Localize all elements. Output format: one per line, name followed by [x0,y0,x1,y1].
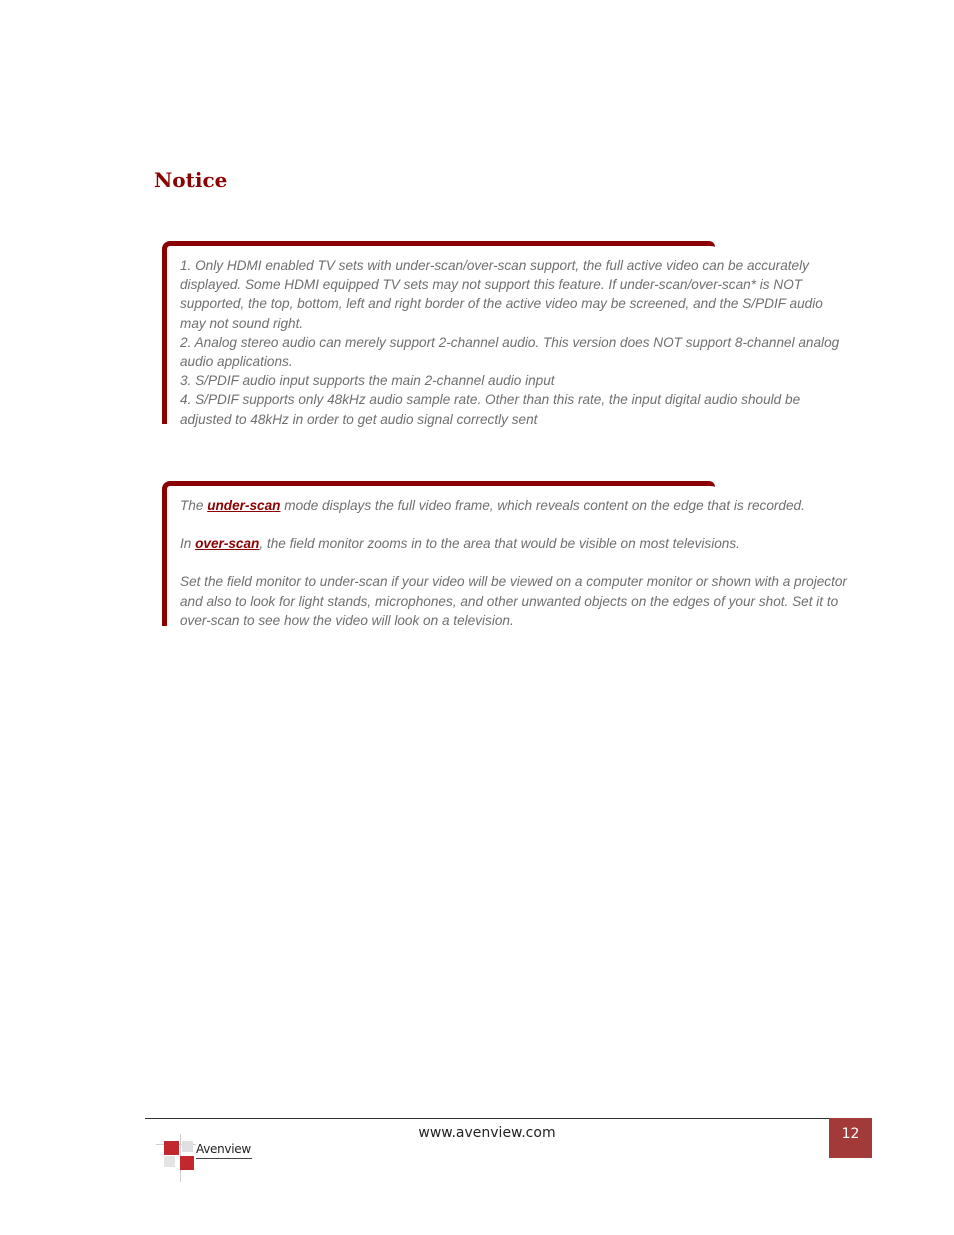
page-title: Notice [154,168,228,192]
under-scan-paragraph: The under-scan mode displays the full video frame, which reveals content on the edge that is recorded. [180,498,805,513]
notice-list [180,256,850,429]
scan-recommendation-paragraph: Set the field monitor to under-scan if your video will be viewed on a computer monitor or shown with a projector and also to look for light stands, microphones, and other unwanted objects on the edges of your shot. Set it to over-scan to see how the video will look on a television. [180,574,847,628]
over-scan-paragraph: In over-scan, the field monitor zooms in to the area that would be visible on most televisions. [180,536,740,552]
footer-url: www.avenview.com [418,1125,556,1141]
logo-text: Avenview [196,1142,251,1156]
notice-item-4: 4. S/PDIF supports only 48kHz audio sample rate. Other than this rate, the input digital audio should be adjusted to 48kHz in order to get audio signal correctly sent [180,392,801,427]
scan-explanation [180,496,850,630]
notice-item-1: 1. Only HDMI enabled TV sets with under-scan/over-scan support, the full active video can be accurately displayed. Some HDMI equipped TV sets may not support this feature. If under-scan/over-scan* is NOT supported, the top, bottom, left and right border of the active video may be screened, and the S/PDIF audio may not sound right. [180,258,823,331]
footer-divider [145,1118,829,1119]
avenview-logo [156,1134,266,1182]
under-scan-term: under-scan [207,498,281,513]
logo-squares-icon [156,1134,196,1182]
over-scan-term: over-scan [195,536,260,552]
notice-item-3: 3. S/PDIF audio input supports the main 2-channel audio input [180,373,555,389]
page-number: 12 [829,1118,872,1158]
logo-underline [196,1158,252,1159]
notice-item-2: 2. Analog stereo audio can merely support 2-channel audio. This version does NOT support 8-channel analog audio applications. [180,334,840,370]
